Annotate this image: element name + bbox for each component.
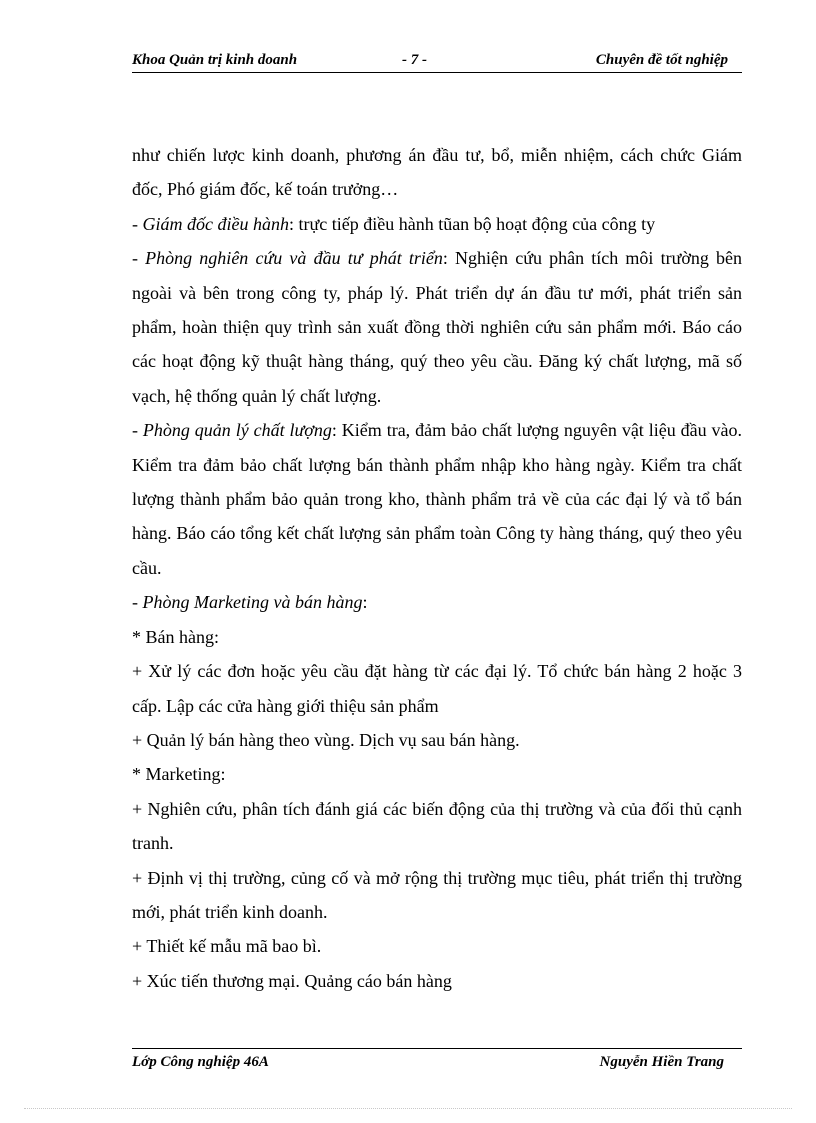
list-item: + Thiết kế mẫu mã bao bì. [132, 936, 322, 957]
page-footer [132, 1048, 742, 1076]
list-item: + Định vị thị trường, củng cố và mở rộng thị trường mục tiêu, phát triển thị trường mới, phát triển kinh doanh. [132, 867, 742, 922]
footer-class: Lớp Công nghiệp 46A [132, 1054, 269, 1070]
paragraph: như chiến lược kinh doanh, phương án đầu tư, bổ, miễn nhiệm, cách chức Giám đốc, Phó giám đốc, kế toán trưởng… [132, 145, 742, 200]
list-heading-sales: * Bán hàng: [132, 626, 219, 647]
header-document-type: Chuyên đề tốt nghiệp [595, 52, 728, 68]
footer-author: Nguyễn Hiền Trang [599, 1054, 724, 1070]
role-label: - Phòng quản lý chất lượng [132, 420, 332, 441]
page-number: - 7 - [402, 52, 427, 68]
paragraph-quality-department [132, 413, 742, 585]
list-item: + Nghiên cứu, phân tích đánh giá các biến động của thị trường và của đối thủ cạnh tranh. [132, 798, 742, 854]
list-item: + Quản lý bán hàng theo vùng. Dịch vụ sau bán hàng. [132, 729, 520, 750]
role-description: : Kiểm tra, đảm bảo chất lượng nguyên vật liệu đầu vào. Kiểm tra đảm bảo chất lượng bán thành phẩm nhập kho hàng ngày. Kiểm tra chất lượng thành phẩm bảo quản trong kho, thành phẩm trả về của các đại lý và tổ bán hàng. Báo cáo tổng kết chất lượng sản phẩm toàn Công ty hàng tháng, quý theo yêu cầu. [132, 420, 742, 578]
list-item: + Xúc tiến thương mại. Quảng cáo bán hàng [132, 970, 452, 991]
paragraph-executive-director [132, 207, 742, 241]
role-description: : Nghiện cứu phân tích môi trường bên ngoài và bên trong công ty, pháp lý. Phát triển dự án đầu tư mới, phát triển sản phẩm, hoàn thiện quy trình sản xuất đồng thời nghiên cứu sản phẩm mới. Báo cáo các hoạt động kỹ thuật hàng tháng, quý theo yêu cầu. Đăng ký chất lượng, mã số vạch, hệ thống quản lý chất lượng. [132, 248, 742, 406]
page-boundary [24, 1108, 792, 1109]
header-department: Khoa Quản trị kinh doanh [132, 52, 298, 68]
paragraph-marketing-department [132, 585, 742, 619]
role-description: : trực tiếp điều hành tũan bộ hoạt động của công ty [288, 213, 656, 234]
list-item: + Xử lý các đơn hoặc yêu cầu đặt hàng từ các đại lý. Tổ chức bán hàng 2 hoặc 3 cấp. Lập các cửa hàng giới thiệu sản phẩm [132, 661, 742, 716]
document-body [132, 138, 742, 998]
page-header [132, 52, 742, 73]
role-description: : [362, 592, 368, 613]
list-heading-marketing: * Marketing: [132, 764, 226, 785]
role-label: - Giám đốc điều hành [132, 213, 289, 234]
role-label: - Phòng Marketing và bán hàng [132, 592, 363, 613]
role-label: - Phòng nghiên cứu và đầu tư phát triển [132, 248, 443, 269]
paragraph-research-department [132, 241, 742, 413]
